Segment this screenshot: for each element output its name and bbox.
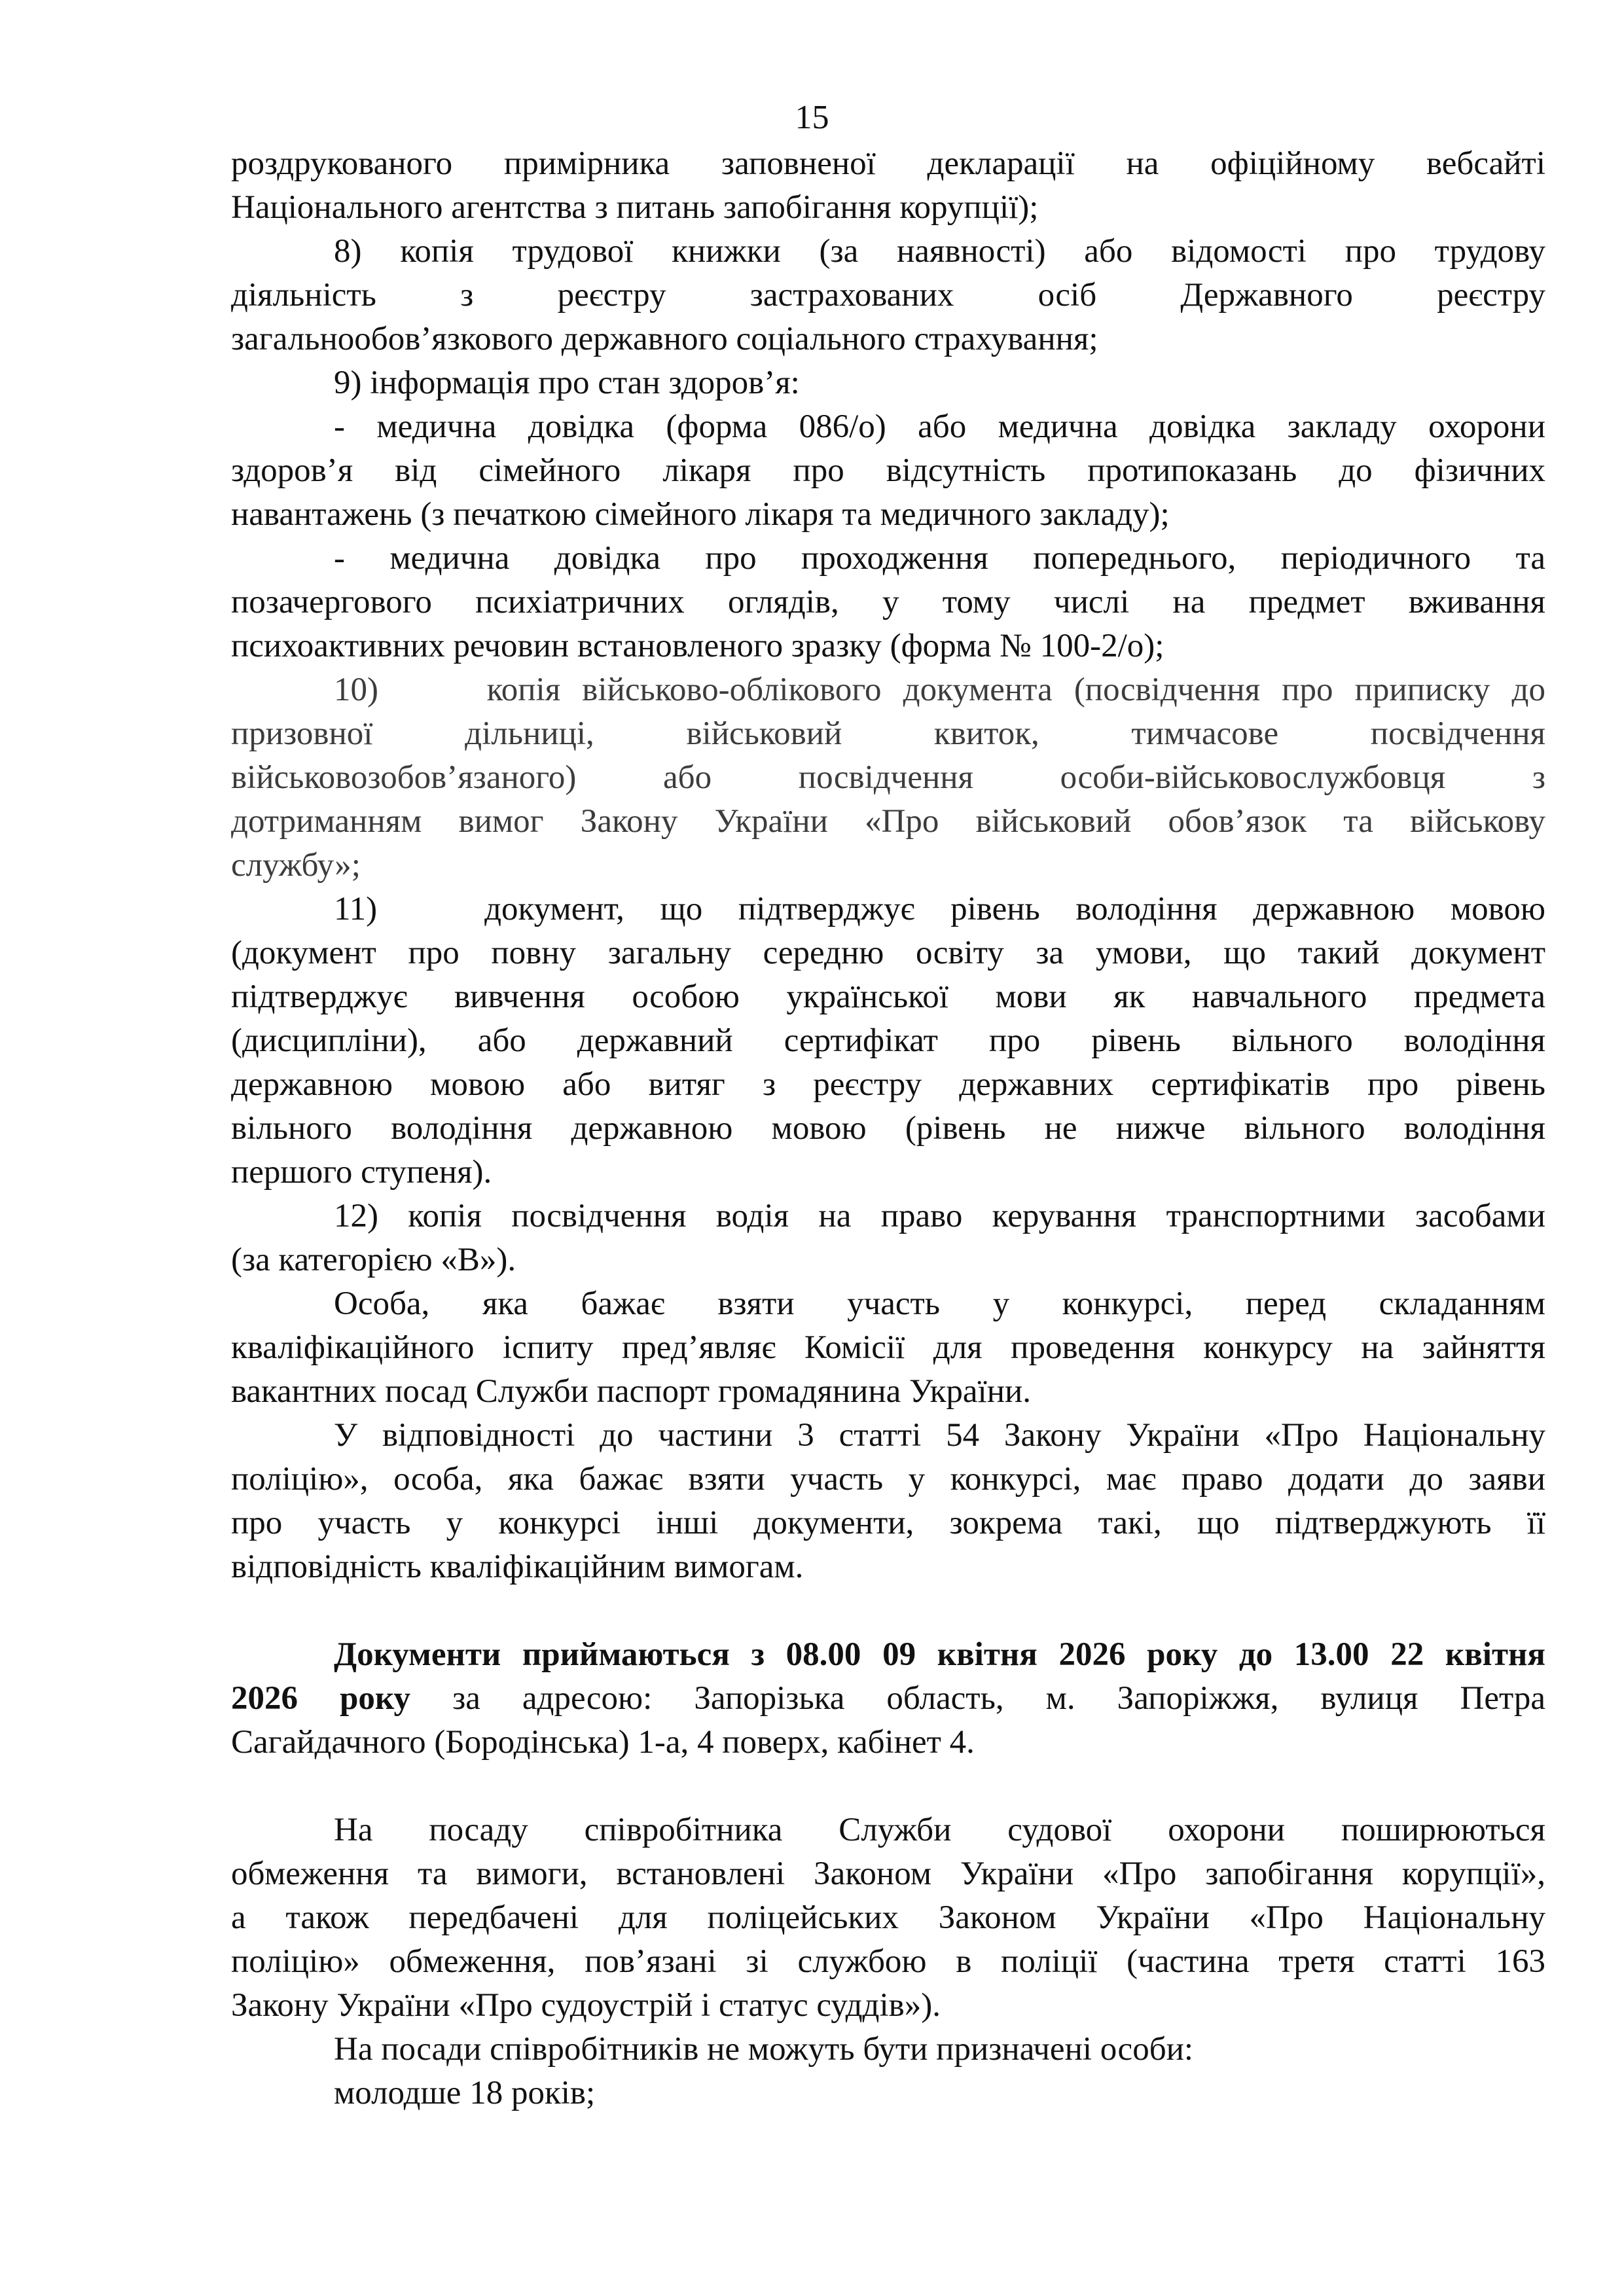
text-line: обмеження та вимоги, встановлені Законом України «Про запобігання корупції», [231, 1856, 1545, 1892]
blank-line [231, 1765, 1545, 1808]
address-text: за адресою: Запорізька область, м. Запоріжжя, вулиця Петра [452, 1680, 1545, 1717]
list-item-9: 9) інформація про стан здоров’я: [334, 365, 800, 401]
text-line: (документ про повну загальну середню освіту за умови, що такий документ [231, 935, 1545, 971]
text-line: дотриманням вимог Закону України «Про військовий обов’язок та військову [231, 803, 1545, 840]
text-line: Сагайдачного (Бородінська) 1-а, 4 поверх, кабінет 4. [231, 1724, 975, 1761]
text-line: Закону України «Про судоустрій і статус суддів»). [231, 1987, 941, 2024]
text-line: першого ступеня). [231, 1154, 492, 1191]
text-line: поліцію», особа, яка бажає взяти участь у конкурсі, має право додати до заяви [231, 1461, 1545, 1498]
deadline-bold-text: Документи приймаються з 08.00 09 квітня 2026 року до 13.00 22 квітня [334, 1636, 1545, 1673]
paragraph-restrictions: На посаду співробітника Служби судової охорони поширюються [334, 1812, 1545, 1848]
paragraph-deadline [231, 1633, 1545, 1677]
paragraph-ineligible: На посади співробітників не можуть бути призначені особи: [334, 2031, 1194, 2068]
text-line: військовозобов’язаного) або посвідчення особи-військовослужбовця з [231, 759, 1545, 796]
list-item-12: 12) копія посвідчення водія на право керування транспортними засобами [334, 1198, 1545, 1234]
text-line: діяльність з реєстру застрахованих осіб Державного реєстру [231, 277, 1545, 314]
text-line: державною мовою або витяг з реєстру державних сертифікатів про рівень [231, 1066, 1545, 1103]
text-line: призовної дільниці, військовий квиток, тимчасове посвідчення [231, 715, 1545, 752]
text-line: поліцію» обмеження, пов’язані зі службою в поліції (частина третя статті 163 [231, 1943, 1545, 1980]
text-line: вільного володіння державною мовою (рівень не нижче вільного володіння [231, 1110, 1545, 1147]
text-line: відповідність кваліфікаційним вимогам. [231, 1549, 804, 1585]
text-line: загальнообов’язкового державного соціального страхування; [231, 321, 1098, 357]
text-line: підтверджує вивчення особою української мови як навчального предмета [231, 978, 1545, 1015]
item-number: 11) [334, 891, 378, 927]
list-item-10 [231, 668, 1545, 712]
text-line: роздрукованого примірника заповненої декларації на офіційному вебсайті [231, 145, 1545, 182]
text-line: здоров’я від сімейного лікаря про відсутність протипоказань до фізичних [231, 452, 1545, 489]
text-line: - медична довідка (форма 086/о) або медична довідка закладу охорони [334, 408, 1545, 445]
text-line [231, 1677, 1545, 1721]
paragraph-passport: Особа, яка бажає взяти участь у конкурсі, перед складанням [334, 1285, 1545, 1322]
item-number: 10) [334, 672, 378, 708]
text-line: кваліфікаційного іспиту пред’являє Комісії для проведення конкурсу на зайняття [231, 1329, 1545, 1366]
text-line: психоактивних речовин встановленого зразку (форма № 100-2/о); [231, 628, 1164, 664]
document-body [231, 142, 1545, 2115]
text-line: позачергового психіатричних оглядів, у тому числі на предмет вживання [231, 584, 1545, 620]
text-line: навантажень (з печаткою сімейного лікаря та медичного закладу); [231, 496, 1170, 533]
text-line: (дисципліни), або державний сертифікат про рівень вільного володіння [231, 1022, 1545, 1059]
item-text: копія військово-облікового документа (посвідчення про приписку до [486, 672, 1545, 708]
text-line: про участь у конкурсі інші документи, зокрема такі, що підтверджують її [231, 1505, 1545, 1541]
text-line: вакантних посад Служби паспорт громадянина України. [231, 1373, 1032, 1410]
text-line: Національного агентства з питань запобігання корупції); [231, 189, 1039, 226]
blank-line [231, 1589, 1545, 1633]
text-line: - медична довідка про проходження попереднього, періодичного та [334, 540, 1545, 577]
text-line: службу»; [231, 847, 361, 884]
text-line: (за категорією «В»). [231, 1242, 516, 1278]
deadline-year: 2026 року [231, 1680, 411, 1717]
text-line: молодше 18 років; [334, 2075, 596, 2111]
text-line: а також передбачені для поліцейських Законом України «Про Національну [231, 1899, 1545, 1936]
list-item-11 [231, 888, 1545, 931]
paragraph-additional-docs: У відповідності до частини 3 статті 54 Закону України «Про Національну [334, 1417, 1545, 1454]
item-text: документ, що підтверджує рівень володіння державною мовою [484, 891, 1545, 927]
page-number: 15 [795, 99, 829, 136]
list-item-8: 8) копія трудової книжки (за наявності) або відомості про трудову [334, 233, 1545, 270]
